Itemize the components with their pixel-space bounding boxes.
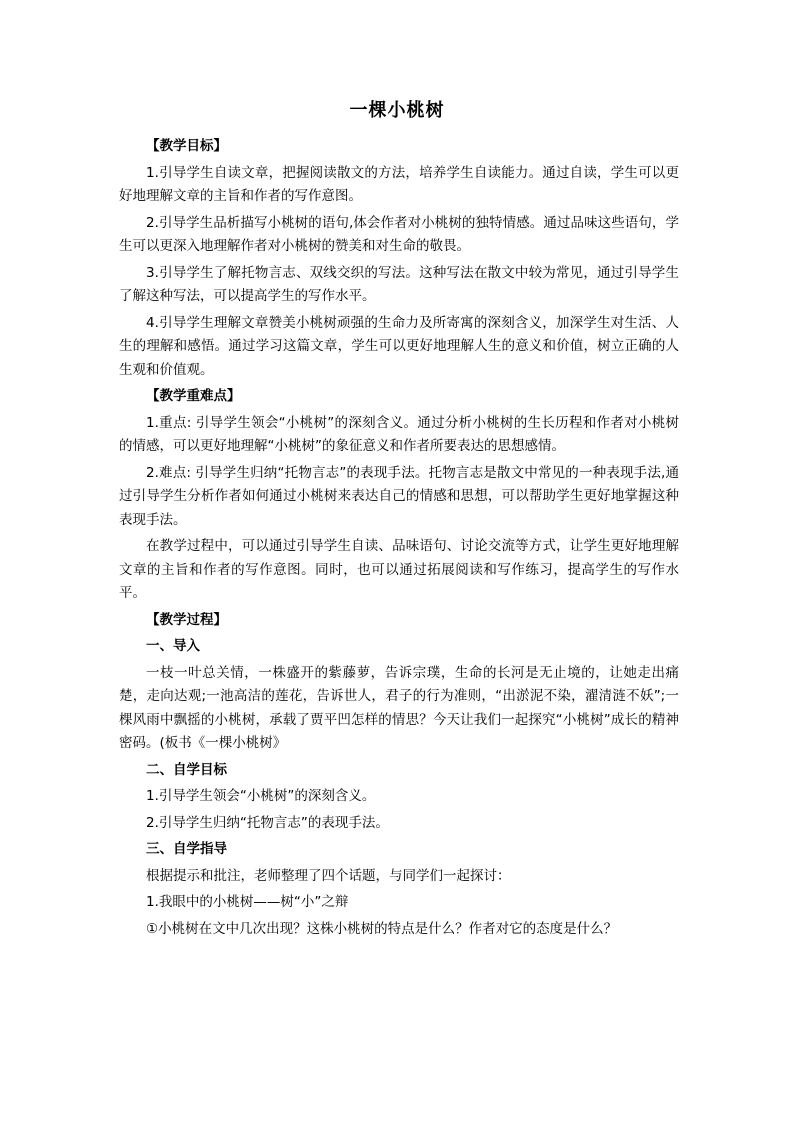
section-heading: 二、自学目标 [146,761,227,778]
section-heading: 三、自学指导 [146,841,227,857]
guide-intro: 根据提示和批注，老师整理了四个话题，与同学们一起探讨： [146,867,511,884]
document-body [119,135,679,944]
self-study-item: 1.引导学生领会“小桃树”的深刻含义。 [146,788,376,804]
keypoints-heading: 【教学重难点】 [146,388,241,404]
objective-item: 3.引导学生了解托物言志、双线交织的写法。这种写法在散文中较为常见，通过引导学生了解这种写法，可以提高学生的写作水平。 [119,264,679,304]
objectives-heading: 【教学目标】 [146,138,227,154]
keypoint-paragraph: 在教学过程中，可以通过引导学生自读、品味语句、讨论交流等方式，让学生更好地理解文章的主旨和作者的写作意图。同时，也可以通过拓展阅读和写作练习，提高学生的写作水平。 [119,538,679,601]
objective-item: 4.引导学生理解文章赞美小桃树顽强的生命力及所寄寓的深刻含义，加深学生对生活、人生的理解和感悟。通过学习这篇文章，学生可以更好地理解人生的意义和价值，树立正确的人生观和价值观。 [119,314,679,378]
document-title: 一棵小桃树 [349,100,445,121]
process-heading: 【教学过程】 [146,611,227,628]
objective-item: 2.引导学生品析描写小桃树的语句,体会作者对小桃树的独特情感。通过品味这些语句，学生可以更深入地理解作者对小桃树的赞美和对生命的敬畏。 [119,214,679,254]
topic-item: 1.我眼中的小桃树——树“小”之辩 [146,894,349,910]
keypoint-item: 1.重点: 引导学生领会“小桃树”的深刻含义。通过分析小桃树的生长历程和作者对小桃树的情感，可以更好地理解“小桃树”的象征意义和作者所要表达的思想感情。 [119,414,679,454]
question-item: ①小桃树在文中几次出现？这株小桃树的特点是什么？作者对它的态度是什么？ [146,920,618,937]
section-heading: 一、导入 [146,638,200,654]
self-study-item: 2.引导学生归纳“托物言志”的表现手法。 [146,814,389,831]
objective-item: 1.引导学生自读文章，把握阅读散文的方法，培养学生自读能力。通过自读，学生可以更好地理解文章的主旨和作者的写作意图。 [119,164,679,204]
intro-paragraph: 一枝一叶总关情，一株盛开的紫藤萝，告诉宗璞，生命的长河是无止境的，让她走出痛楚，走向达观;一池高洁的莲花，告诉世人，君子的行为准则，“出淤泥不染，濯清涟不妖”;一棵风雨中飘摇的小桃树，承载了贾平凹怎样的情思？今天让我们一起探究“小桃树”成长的精神密码。(板书《一棵小桃树》 [119,664,679,751]
keypoint-item: 2.难点: 引导学生归纳“托物言志”的表现手法。托物言志是散文中常见的一种表现手法,通过引导学生分析作者如何通过小桃树来表达自己的情感和思想，可以帮助学生更好地掌握这种表现手法。 [119,464,679,528]
